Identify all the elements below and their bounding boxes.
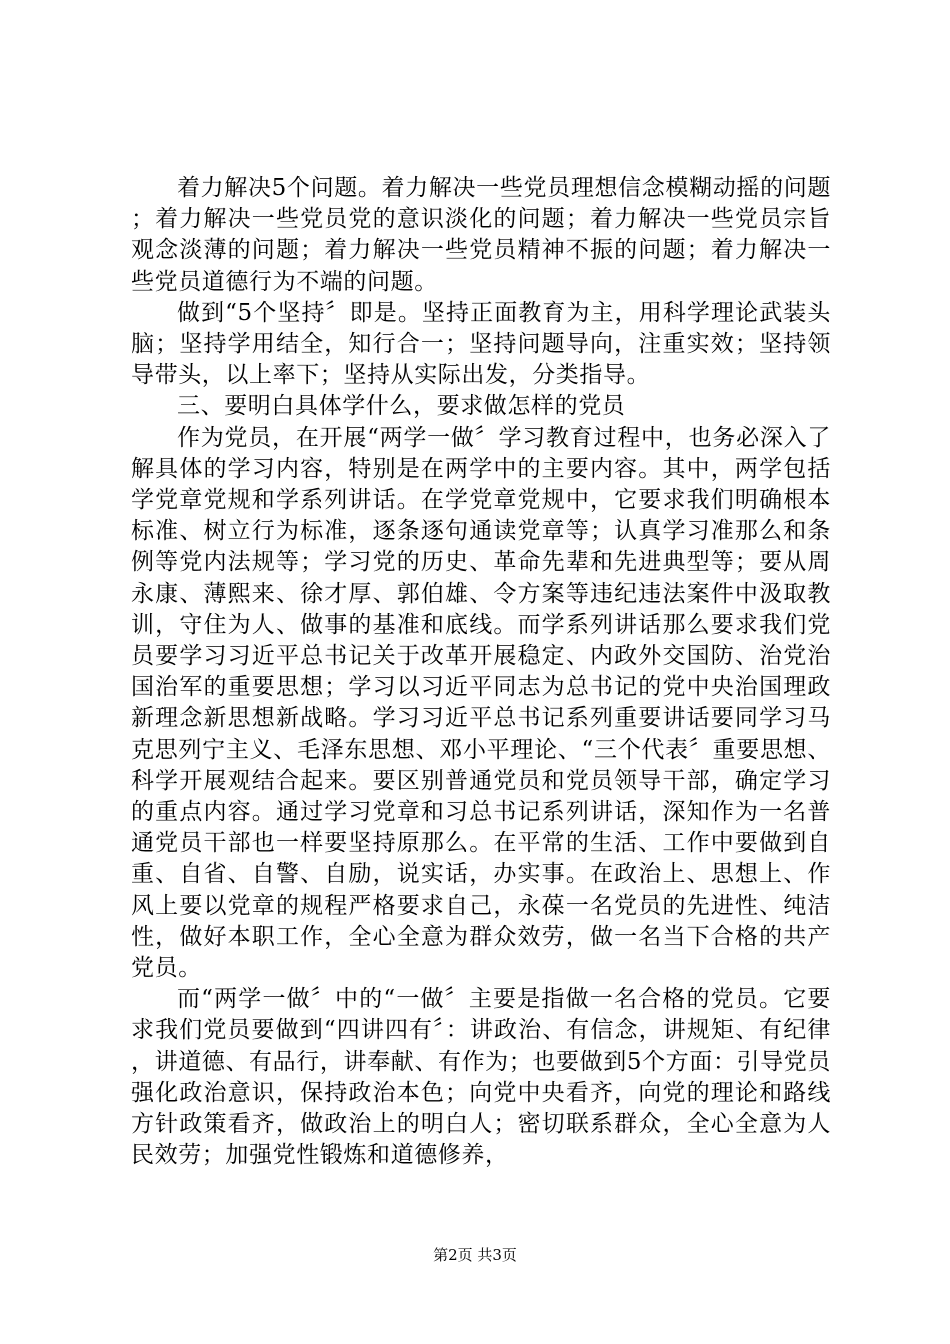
paragraph-study-content: 作为党员，在开展“两学一做〞学习教育过程中，也务必深入了解具体的学习内容，特别是在两学中的主要内容。其中，两学包括学党章党规和学系列讲话。在学党章党规中，它要求我们明确根本标准、树立行为标准，逐条逐句通读党章等；认真学习准那么和条例等党内法规等；学习党的历史、革命先辈和先进典型等；要从周永康、薄熙来、徐才厚、郭伯雄、令方案等违纪违法案件中汲取教训，守住为人、做事的基准和底线。而学系列讲话那么要求我们党员要学习习近平总书记关于改革开展稳定、内政外交国防、治党治国治军的重要思想；学习以习近平同志为总书记的党中央治国理政新理念新思想新战略。学习习近平总书记系列重要讲话要同学习马克思列宁主义、毛泽东思想、邓小平理论、“三个代表〞重要思想、科学开展观结合起来。要区别普通党员和党员领导干部，确定学习的重点内容。通过学习党章和习总书记系列讲话，深知作为一名普通党员干部也一样要坚持原那么。在平常的生活、工作中要做到自重、自省、自警、自励，说实话，办实事。在政治上、思想上、作风上要以党章的规程严格要求自己，永葆一名党员的先进性、纯洁性，做好本职工作，全心全意为群众效劳，做一名当下合格的共产党员。: [131, 424, 831, 982]
section-heading: 三、要明白具体学什么，要求做怎样的党员: [177, 393, 626, 420]
page-number-footer: 第2页 共3页: [433, 1246, 517, 1264]
document-body: [131, 173, 831, 1172]
paragraph-five-persistences: 做到“5个坚持〞即是。坚持正面教育为主，用科学理论武装头脑；坚持学用结全，知行合一；坚持问题导向，注重实效；坚持领导带头，以上率下；坚持从实际出发，分类指导。: [131, 299, 831, 389]
paragraph-one-do: 而“两学一做〞中的“一做〞主要是指做一名合格的党员。它要求我们党员要做到“四讲四有〞：讲政治、有信念，讲规矩、有纪律，讲道德、有品行，讲奉献、有作为；也要做到5个方面：引导党员强化政治意识，保持政治本色；向党中央看齐，向党的理论和路线方针政策看齐，做政治上的明白人；密切联系群众，全心全意为人民效劳；加强党性锻炼和道德修养，: [131, 986, 831, 1169]
paragraph-five-problems: 着力解决5个问题。着力解决一些党员理想信念模糊动摇的问题；着力解决一些党员党的意识淡化的问题；着力解决一些党员宗旨观念淡薄的问题；着力解决一些党员精神不振的问题；着力解决一些党员道德行为不端的问题。: [131, 175, 831, 295]
